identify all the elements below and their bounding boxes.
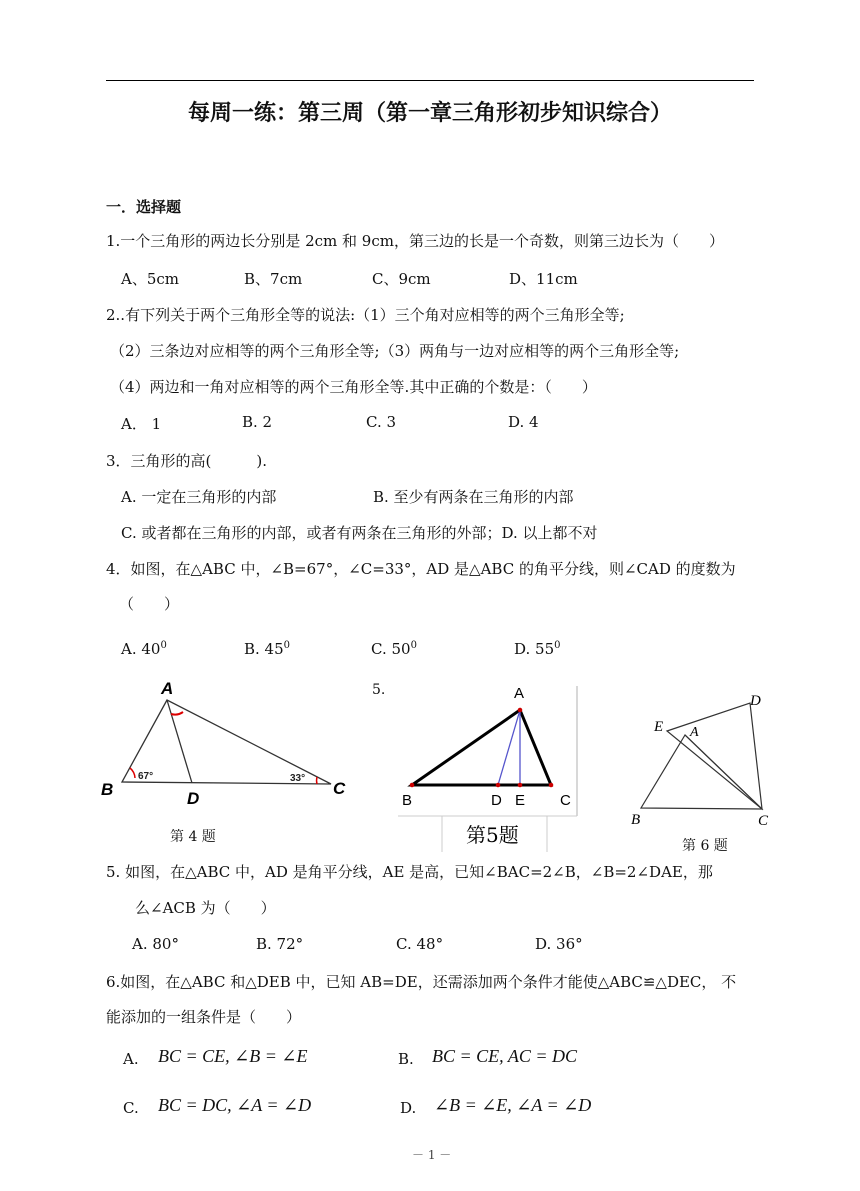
- q1-option-a: A、5cm: [121, 270, 180, 288]
- question-5-line1: 5. 如图，在△ABC 中，AD 是角平分线，AE 是高，已知∠BAC=2∠B，∠B=2∠DAE，那: [106, 863, 713, 881]
- q2-option-b: B. 2: [242, 413, 273, 431]
- q6-option-c-label: C.: [123, 1099, 139, 1117]
- q6-option-a: BC = CE, ∠B = ∠E: [158, 1046, 308, 1066]
- fig5-label-a: A: [514, 685, 525, 702]
- question-2-line3: （4）两边和一角对应相等的两个三角形全等.其中正确的个数是：（ ）: [110, 378, 597, 396]
- page-number: － 1 －: [412, 1148, 452, 1162]
- q6-option-d: ∠B = ∠E, ∠A = ∠D: [434, 1095, 592, 1115]
- figure-4: [95, 678, 360, 808]
- q3-option-b: B. 至少有两条在三角形的内部: [373, 488, 574, 506]
- question-5-line2: 么∠ACB 为（ ）: [135, 899, 276, 917]
- question-2-line1: 2..有下列关于两个三角形全等的说法:（1）三个角对应相等的两个三角形全等;: [106, 306, 625, 324]
- question-6-line2: 能添加的一组条件是（ ）: [106, 1008, 302, 1026]
- q1-option-c: C、9cm: [372, 270, 431, 288]
- fig5-label-d: D: [491, 792, 502, 809]
- q1-option-d: D、11cm: [509, 270, 578, 288]
- header-rule: [106, 80, 754, 81]
- figure-5-caption: 第5题: [466, 823, 519, 847]
- q5-option-d: D. 36°: [535, 935, 583, 953]
- figure-5-number: 5.: [372, 682, 386, 698]
- fig6-label-c: C: [758, 813, 769, 829]
- q6-option-c: BC = DC, ∠A = ∠D: [158, 1095, 312, 1115]
- q6-option-b: BC = CE, AC = DC: [432, 1046, 577, 1066]
- fig6-label-d: D: [750, 693, 761, 709]
- q6-option-a-label: A.: [123, 1050, 139, 1068]
- fig4-label-d: D: [187, 789, 200, 808]
- q4-option-d: D. $55^0$: [514, 640, 561, 658]
- fig4-angle-b: 67°: [138, 771, 154, 782]
- q5-option-b: B. 72°: [256, 935, 304, 953]
- fig4-angle-c: 33°: [290, 773, 306, 784]
- q2-option-c: C. 3: [366, 413, 397, 431]
- q5-option-a: A. 80°: [132, 935, 179, 953]
- fig4-label-c: C: [333, 779, 346, 798]
- question-4-line1: 4．如图，在△ABC 中，∠B=67°，∠C=33°，AD 是△ABC 的角平分线，则∠CAD 的度数为: [106, 560, 736, 578]
- q1-option-b: B、7cm: [244, 270, 303, 288]
- fig4-label-a: A: [161, 679, 174, 698]
- question-1-stem: 1.一个三角形的两边长分别是 2cm 和 9cm，第三边的长是一个奇数，则第三边长为（ ）: [106, 232, 724, 250]
- question-3-stem: 3．三角形的高( ).: [106, 452, 268, 470]
- fig5-label-c: C: [560, 792, 571, 809]
- figure-4-caption: 第 4 题: [170, 829, 216, 845]
- q5-option-c: C. 48°: [396, 935, 444, 953]
- q4-option-a: A. $40^0$: [121, 640, 167, 658]
- fig6-label-e: E: [654, 719, 664, 735]
- figure-6-caption: 第 6 题: [682, 838, 728, 854]
- fig4-label-b: B: [101, 780, 114, 799]
- question-6-line1: 6.如图，在△ABC 和△DEB 中，已知 AB=DE，还需添加两个条件才能使△ABC≌△DEC， 不: [106, 973, 737, 991]
- q4-option-b: B. $45^0$: [244, 640, 291, 658]
- figure-5: [390, 680, 590, 856]
- question-2-line2: （2）三条边对应相等的两个三角形全等;（3）两角与一边对应相等的两个三角形全等;: [110, 342, 680, 360]
- q2-option-a: A． 1: [121, 415, 162, 433]
- fig5-label-e: E: [515, 792, 526, 809]
- fig6-label-b: B: [631, 812, 641, 828]
- q2-option-d: D. 4: [508, 413, 539, 431]
- fig5-label-b: B: [402, 792, 413, 809]
- page-title: 每周一练：第三周（第一章三角形初步知识综合）: [187, 101, 672, 126]
- section-heading: 一．选择题: [106, 198, 182, 216]
- q3-option-a: A. 一定在三角形的内部: [121, 488, 277, 506]
- q3-option-cd: C. 或者都在三角形的内部，或者有两条在三角形的外部；D. 以上都不对: [121, 524, 598, 542]
- q4-option-c: C. $50^0$: [371, 640, 417, 658]
- q6-option-b-label: B.: [398, 1050, 414, 1068]
- q6-option-d-label: D.: [400, 1099, 417, 1117]
- fig6-label-a: A: [690, 725, 699, 740]
- question-4-line2: （ ）: [119, 595, 180, 613]
- figure-6: [625, 685, 785, 831]
